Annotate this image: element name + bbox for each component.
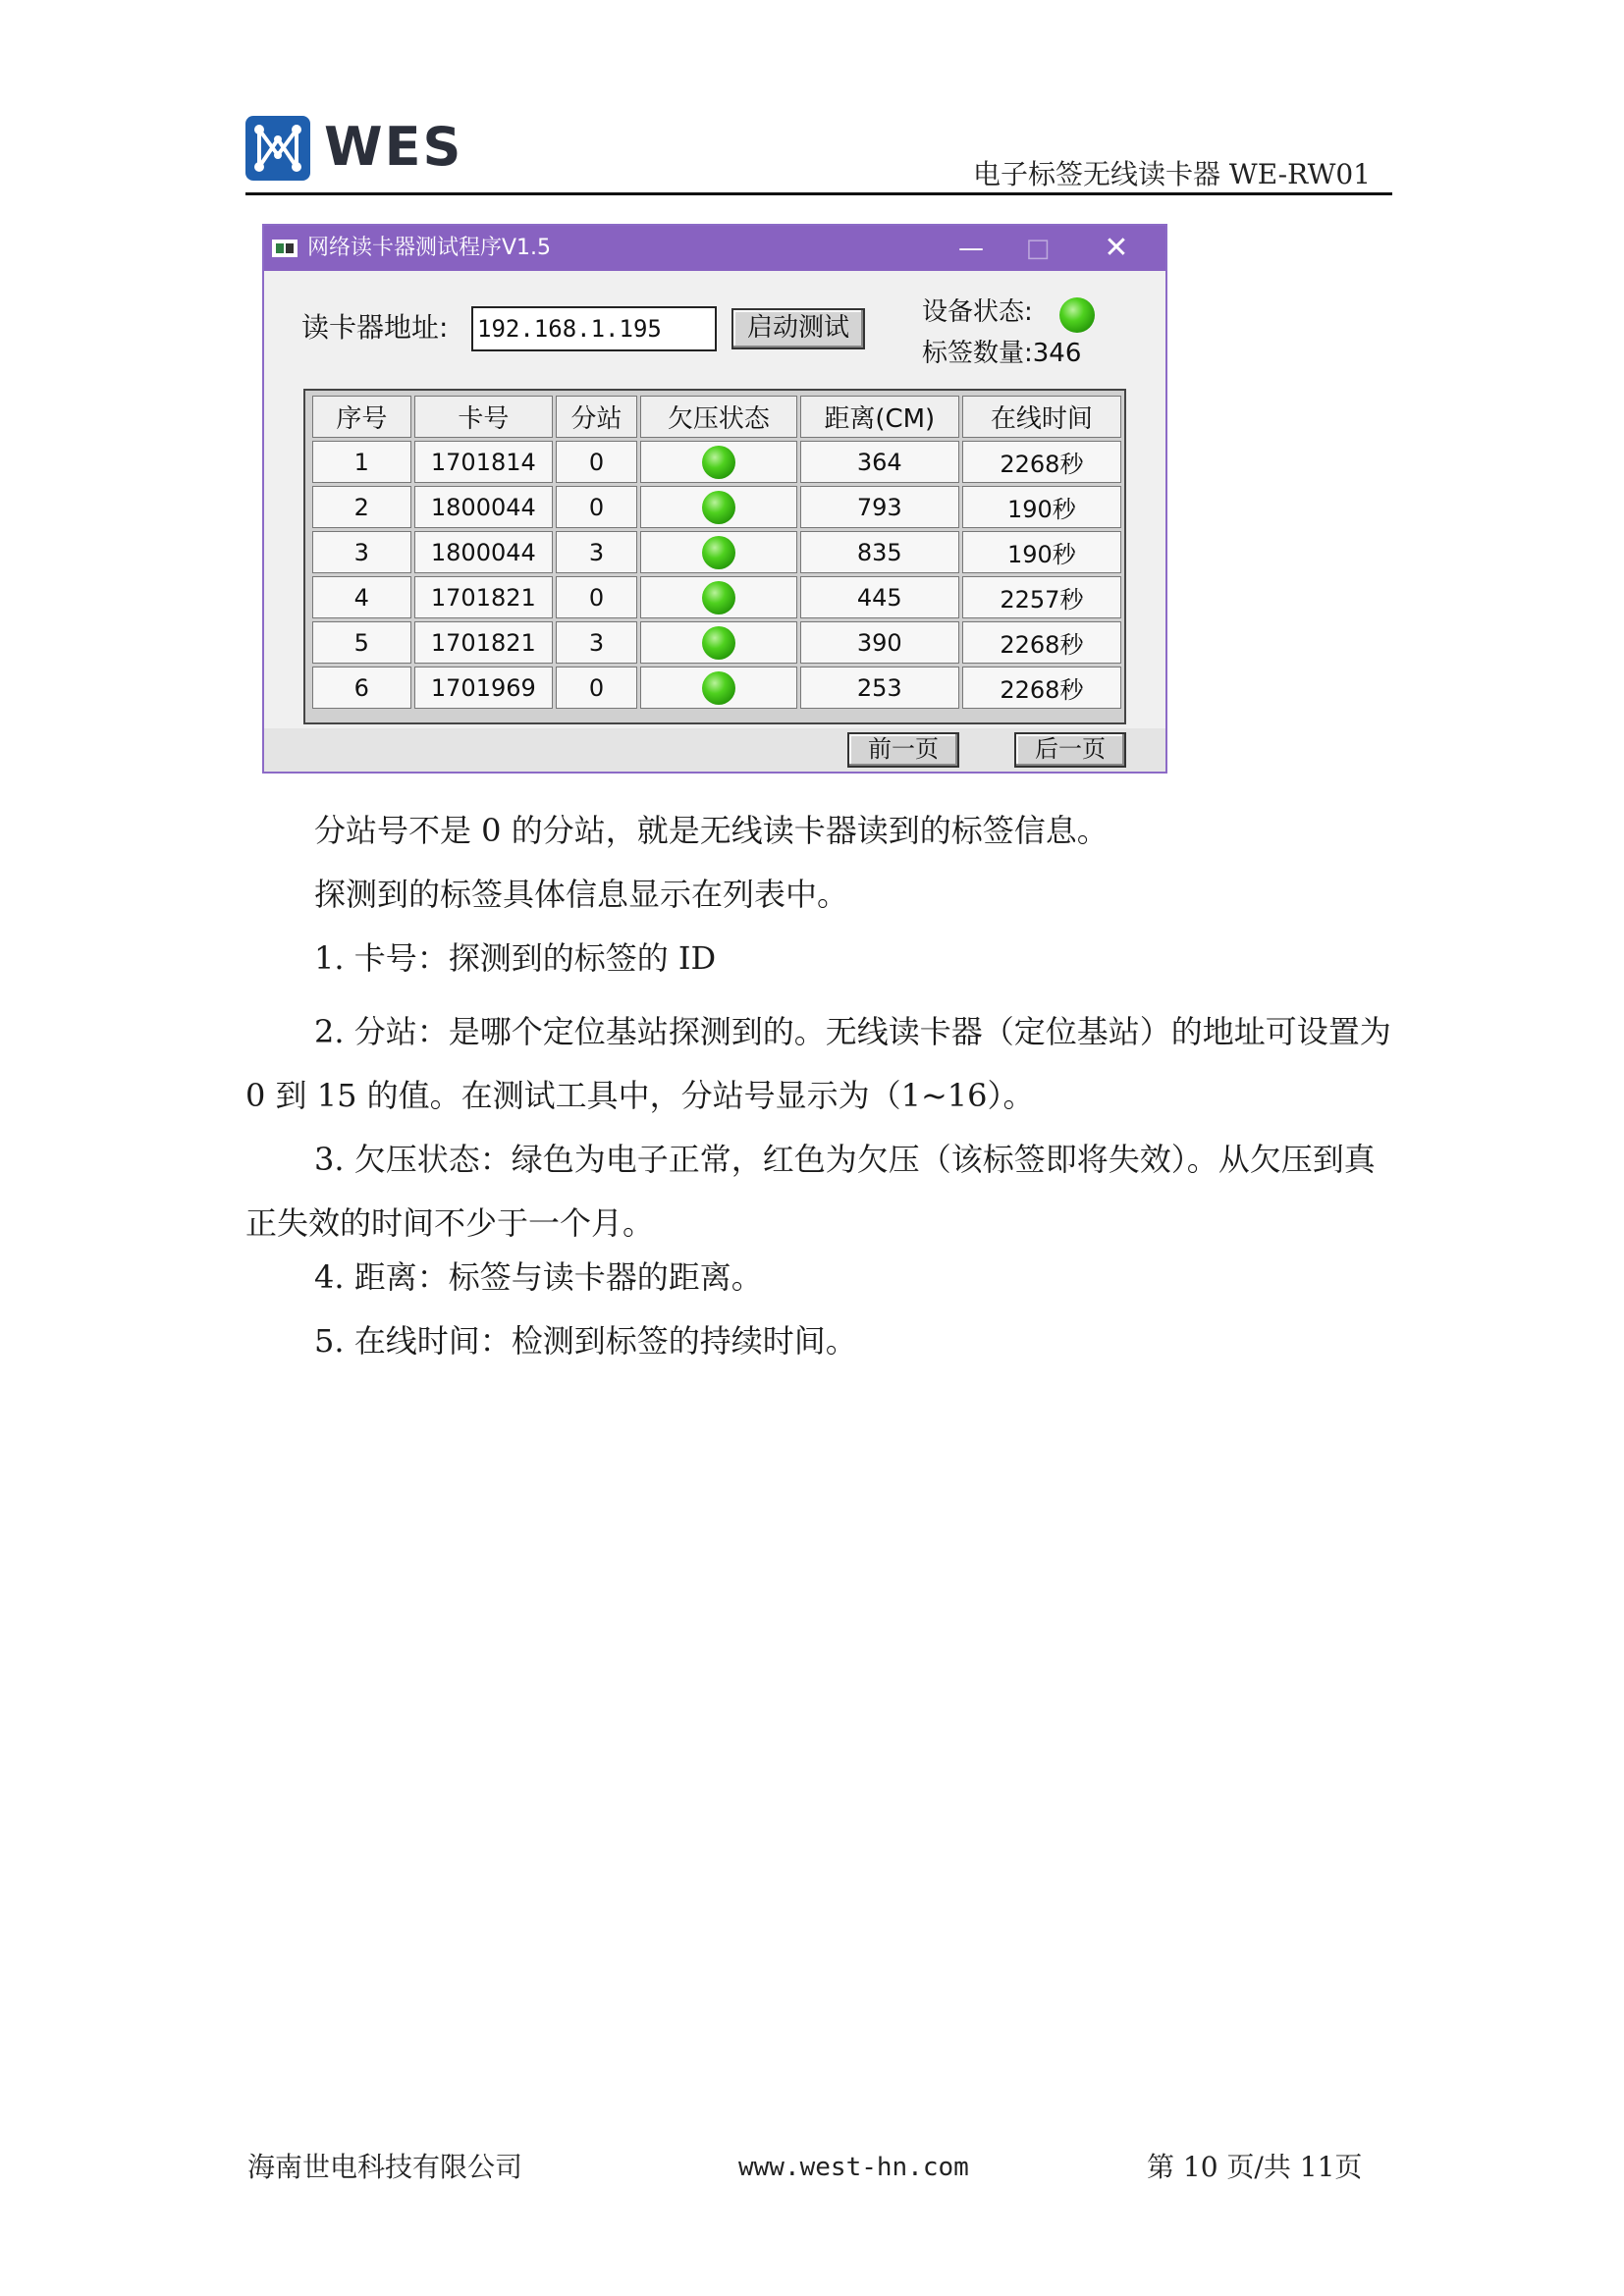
cell-station: 3 — [556, 621, 637, 664]
cell-online: 190秒 — [962, 531, 1121, 573]
column-header-station[interactable]: 分站 — [556, 396, 637, 438]
cell-voltage — [640, 486, 797, 528]
paragraph-card-number: 1. 卡号：探测到的标签的 ID — [314, 939, 717, 977]
device-status-label: 设备状态: — [922, 297, 1033, 327]
column-header-voltage[interactable]: 欠压状态 — [640, 396, 797, 438]
paragraph-station-info: 分站号不是 0 的分站，就是无线读卡器读到的标签信息。 — [314, 812, 1109, 849]
cell-voltage — [640, 621, 797, 664]
paragraph-voltage: 3. 欠压状态：绿色为电子正常，红色为欠压（该标签即将失效）。从欠压到真正失效的时间不少于一个月。 — [245, 1141, 1376, 1242]
footer-website[interactable]: www.west-hn.com — [738, 2153, 969, 2182]
cell-voltage — [640, 441, 797, 483]
cell-card: 1800044 — [414, 531, 553, 573]
cell-distance: 364 — [800, 441, 959, 483]
header-divider — [245, 192, 1392, 195]
next-page-button[interactable]: 后一页 — [1014, 732, 1126, 768]
table-row[interactable] — [312, 531, 1121, 573]
table-row[interactable] — [312, 667, 1121, 709]
cell-no: 6 — [312, 667, 411, 709]
title-bar[interactable] — [264, 226, 1165, 271]
paragraph-online-time: 5. 在线时间：检测到标签的持续时间。 — [314, 1322, 857, 1360]
cell-station: 0 — [556, 576, 637, 618]
reader-address-label: 读卡器地址: — [301, 311, 449, 344]
app-icon — [272, 240, 298, 257]
cell-station: 0 — [556, 667, 637, 709]
voltage-ok-indicator-icon — [702, 536, 735, 569]
cell-voltage — [640, 576, 797, 618]
voltage-ok-indicator-icon — [702, 491, 735, 524]
cell-card: 1701821 — [414, 576, 553, 618]
reader-address-input[interactable]: 192.168.1.195 — [471, 306, 717, 351]
cell-distance: 253 — [800, 667, 959, 709]
start-test-button[interactable]: 启动测试 — [731, 308, 865, 349]
cell-online: 190秒 — [962, 486, 1121, 528]
voltage-ok-indicator-icon — [702, 626, 735, 660]
voltage-ok-indicator-icon — [702, 581, 735, 614]
voltage-ok-indicator-icon — [702, 446, 735, 479]
previous-page-button[interactable]: 前一页 — [847, 732, 959, 768]
maximize-button[interactable]: □ — [1025, 234, 1051, 263]
tag-table-container — [303, 389, 1126, 724]
tag-count: 标签数量:346 — [922, 339, 1082, 368]
cell-no: 1 — [312, 441, 411, 483]
footer-company: 海南世电科技有限公司 — [247, 2151, 523, 2183]
logo-text: WES — [324, 116, 463, 178]
cell-distance: 793 — [800, 486, 959, 528]
cell-online: 2268秒 — [962, 621, 1121, 664]
cell-card: 1701821 — [414, 621, 553, 664]
cell-voltage — [640, 667, 797, 709]
paragraph-station: 2. 分站：是哪个定位基站探测到的。无线读卡器（定位基站）的地址可设置为 0 到 15 的值。在测试工具中，分站号显示为（1~16）。 — [245, 1013, 1391, 1114]
cell-station: 0 — [556, 486, 637, 528]
cell-online: 2268秒 — [962, 441, 1121, 483]
app-window — [262, 224, 1167, 774]
tag-table — [309, 393, 1124, 712]
table-row[interactable] — [312, 486, 1121, 528]
table-header-row — [312, 396, 1121, 438]
column-header-online[interactable]: 在线时间 — [962, 396, 1121, 438]
table-row[interactable] — [312, 621, 1121, 664]
cell-distance: 390 — [800, 621, 959, 664]
voltage-ok-indicator-icon — [702, 671, 735, 705]
cell-distance: 445 — [800, 576, 959, 618]
document-title: 电子标签无线读卡器 WE-RW01 — [973, 158, 1371, 190]
cell-online: 2257秒 — [962, 576, 1121, 618]
column-header-card[interactable]: 卡号 — [414, 396, 553, 438]
cell-voltage — [640, 531, 797, 573]
cell-station: 0 — [556, 441, 637, 483]
close-button[interactable]: ✕ — [1104, 231, 1129, 265]
table-row[interactable] — [312, 576, 1121, 618]
column-header-no[interactable]: 序号 — [312, 396, 411, 438]
cell-card: 1701814 — [414, 441, 553, 483]
device-status-indicator-icon — [1059, 297, 1095, 333]
minimize-button[interactable]: — — [958, 234, 984, 263]
cell-card: 1800044 — [414, 486, 553, 528]
cell-no: 2 — [312, 486, 411, 528]
cell-station: 3 — [556, 531, 637, 573]
cell-online: 2268秒 — [962, 667, 1121, 709]
window-title: 网络读卡器测试程序V1.5 — [307, 236, 552, 260]
cell-no: 5 — [312, 621, 411, 664]
paragraph-list-info: 探测到的标签具体信息显示在列表中。 — [314, 876, 849, 913]
cell-distance: 835 — [800, 531, 959, 573]
cell-card: 1701969 — [414, 667, 553, 709]
table-row[interactable] — [312, 441, 1121, 483]
paragraph-distance: 4. 距离：标签与读卡器的距离。 — [314, 1258, 763, 1296]
footer-page-info: 第 10 页/共 11页 — [1147, 2151, 1363, 2183]
wes-logo-icon — [245, 116, 310, 181]
cell-no: 4 — [312, 576, 411, 618]
column-header-distance[interactable]: 距离(CM) — [800, 396, 959, 438]
cell-no: 3 — [312, 531, 411, 573]
